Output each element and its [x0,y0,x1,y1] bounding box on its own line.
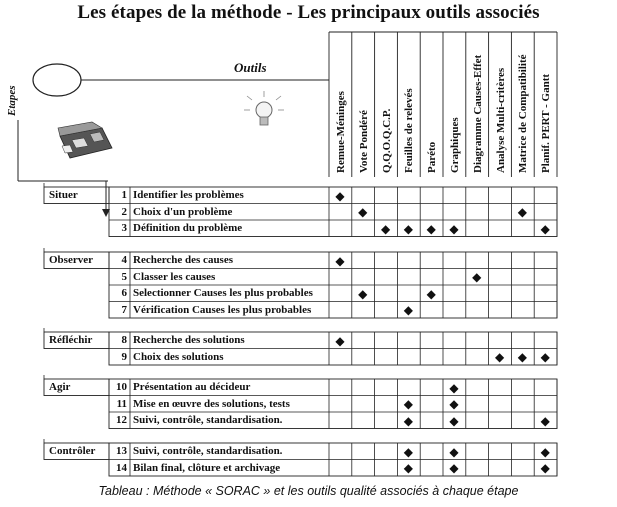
tool-header: Graphiques [449,117,461,173]
tool-mark: ◆ [540,444,550,459]
step-number: 5 [121,270,127,283]
tool-mark: ◆ [449,461,459,475]
phase-label: Réfléchir [49,334,93,346]
tool-mark: ◆ [403,303,413,317]
tool-mark: ◆ [449,413,459,428]
tool-header: Q.Q.O.Q.C.P. [380,108,393,173]
step-number: 7 [121,303,127,316]
tool-header: Vote Pondéré [357,110,370,173]
tool-mark: ◆ [335,188,345,203]
step-number: 14 [116,461,127,474]
tool-header: Diagramme Causes-Effet [471,54,484,173]
tool-mark: ◆ [540,350,550,364]
caption: Tableau : Méthode « SORAC » et les outils qualité associés à chaque étape [98,484,519,498]
tool-mark: ◆ [403,413,413,428]
tool-header: Analyse Multi-critères [494,67,507,173]
step-number: 4 [121,254,127,266]
step-label: Choix des solutions [133,350,224,363]
tool-mark: ◆ [540,413,550,428]
step-label: Recherche des solutions [133,334,245,346]
tool-header: Paréto [426,141,439,173]
tool-mark: ◆ [335,333,345,348]
tool-header: Matrice de Compatibilité [517,54,530,173]
step-label: Suivi, contrôle, standardisation. [133,445,283,457]
tool-header: Remue-Méninges [335,91,347,173]
tool-mark: ◆ [494,350,505,364]
step-number: 8 [121,334,127,346]
step-number: 2 [121,205,127,218]
etapes-label: Etapes [6,85,18,116]
step-label: Recherche des causes [133,254,233,266]
step-number: 3 [121,222,127,234]
step-label: Suivi, contrôle, standardisation. [133,414,283,426]
lightbulb-icon [244,91,284,125]
phase-label: Observer [49,254,93,266]
step-label: Identifier les problèmes [133,189,244,201]
step-number: 11 [116,397,127,410]
tool-mark: ◆ [380,221,391,236]
phase-label: Contrôler [49,445,96,457]
step-label: Définition du problème [133,222,243,234]
tool-mark: ◆ [449,221,459,236]
step-label: Présentation au décideur [133,381,251,393]
tool-mark: ◆ [358,286,368,301]
step-label: Bilan final, clôture et archivage [133,461,281,474]
step-number: 1 [121,189,127,201]
tool-mark: ◆ [403,397,413,411]
tool-mark: ◆ [449,380,459,395]
step-label: Classer les causes [133,270,216,283]
tool-mark: ◆ [449,444,459,459]
phase-label: Agir [49,381,71,393]
step-label: Choix d'un problème [133,205,233,218]
step-number: 6 [121,287,127,299]
tool-mark: ◆ [426,286,436,301]
tool-mark: ◆ [517,205,527,219]
outils-label: Outils [234,60,267,75]
tool-header: Feuilles de relevés [403,88,416,173]
tool-mark: ◆ [335,253,345,268]
tool-mark: ◆ [403,221,413,236]
tool-mark: ◆ [517,350,527,364]
outils-circle [33,64,81,96]
step-label: Mise en œuvre des solutions, tests [133,397,290,410]
page-title: Les étapes de la méthode - Les principaux outils associés [77,2,540,23]
tool-mark: ◆ [403,444,413,459]
step-label: Selectionner Causes les plus probables [133,287,313,299]
phase-label: Situer [49,189,78,201]
puzzle-icon [58,122,112,158]
tool-mark: ◆ [540,221,550,236]
tool-mark: ◆ [358,205,368,219]
step-number: 10 [116,381,127,393]
step-number: 12 [116,414,127,426]
tool-mark: ◆ [540,461,550,475]
step-number: 13 [116,445,127,457]
step-number: 9 [121,350,127,363]
tool-mark: ◆ [449,397,459,411]
tool-mark: ◆ [403,461,413,475]
step-label: Vérification Causes les plus probables [133,303,312,316]
tool-mark: ◆ [426,221,436,236]
tool-mark: ◆ [472,270,482,284]
tool-header: Planif. PERT - Gantt [540,73,553,173]
